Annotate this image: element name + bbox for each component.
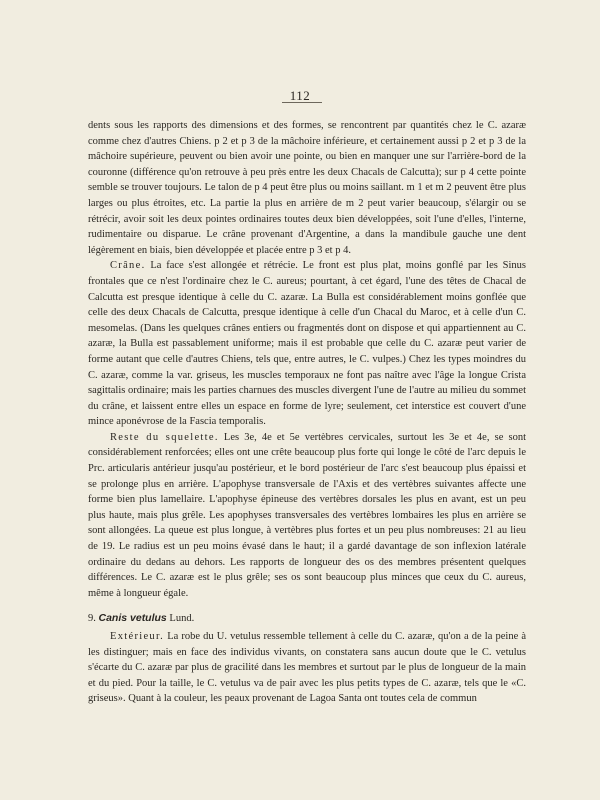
- paragraph-text: Les 3e, 4e et 5e vertèbres cervicales, surtout les 3e et 4e, se sont considérablement renforcées; elles ont une crête beaucoup plus forte qui longe le côté de l'arc depuis le Prc. articularis antérieur jusqu'au postérieur, et le bord postérieur de l'arc s'est beaucoup plus épaissi et se prolonge plus en arrière. L'apophyse transversale de l'Axis et des vertèbres suivantes affecte une forme bien plus lamellaire. L'apophyse épineuse des vertèbres dorsales les plus en avant, est un peu plus haute, mais plus grêle. Les apophyses transversales des vertèbres lombaires les plus en arrière se sont allongées. La queue est plus longue, à vertèbres plus fortes et un peu plus nombreuses: 21 au lieu de 19. Le radius est un peu moins évasé dans le haut; il a gardé davantage de son inflexion latérale ordinaire du dedans au dehors. Les rapports de longueur des os des membres présentent quelques différences. Le C. azaræ est le plus grêle; ses os sont beaucoup plus minces que ceux du C. aureus, même à longueur égale.: [88, 431, 526, 599]
- paragraph-lead: Reste du squelette.: [110, 431, 219, 443]
- paragraph-lead: Extérieur.: [110, 631, 165, 642]
- paragraph-squelette: [88, 430, 526, 602]
- paragraph-text: dents sous les rapports des dimensions et des formes, se rencontrent par quantités chez le C. azaræ comme chez d'autres Chiens. p 2 et p 3 de la mâchoire inférieure, et certainement aussi p 2 et p 3 de la mâchoire supérieure, peuvent ou bien avoir une pointe, ou bien en manquer une sur l'arrière-bord de la couronne (différence qu'on retrouve à peu près entre les deux Chacals de Calcutta); sur p 4 cette pointe semble se trouver toujours. Le talon de p 4 peut être plus ou moins saillant. m 1 et m 2 peuvent être plus larges ou plus étroites, etc. La partie la plus en arrière de m 2 peut varier beaucoup, s'élargir ou se rétrécir, avoir soit les deux pointes ordinaires toutes deux bien développées, soit l'une d'elles, l'interne, rudimentaire ou disparue. Le crâne provenant d'Argentine, a dans la mandibule gauche une dent légèrement en biais, bien développée et placée entre p 3 et p 4.: [88, 120, 526, 256]
- species-heading: [88, 611, 526, 627]
- species-number: 9.: [88, 613, 96, 625]
- species-author: Lund.: [169, 613, 195, 625]
- paragraph-crane: [88, 258, 526, 430]
- paragraph-text: La face s'est allongée et rétrécie. Le front est plus plat, moins gonflé par les Sinus frontales que ce n'est l'ordinaire chez le C. aureus; pourtant, à cet égard, l'une des têtes de Chacal de Calcutta est presque identique à celle du C. azaræ. La Bulla est considérablement moins gonflée que celle des deux Chacals de Calcutta, presque identique à celle d'un Chacal du Maroc, et à celle d'un C. mesomelas. (Dans les quelques crânes entiers ou fragmentés dont on dispose et qui appartiennent au C. azaræ, la Bulla est passablement uniforme; mais il est probable que celle du C. azaræ peut varier de forme autant que celle d'autres Chiens, tels que, entre autres, le C. vulpes.) Chez les types moindres du C. azaræ, comme la var. griseus, les muscles temporaux ne font pas naître avec l'âge la longue Crista sagittalis ordinaire; mais les parties charnues des muscles divergent l'une de l'autre au milieu du sommet du crâne, et laissent entre elles un espace en forme de lyre; seulement, cet interstice est couvert d'une mince aponévrose de la Fascia temporalis.: [88, 260, 526, 428]
- paragraph-continuation: [88, 118, 526, 258]
- paragraph-lead: Crâne.: [110, 260, 146, 272]
- body-text: [88, 118, 526, 707]
- header-rule: [282, 102, 322, 103]
- species-name: Canis vetulus: [98, 612, 167, 625]
- paragraph-text: La robe du U. vetulus ressemble tellement à celle du C. azaræ, qu'on a de la peine à les distinguer; mais en face des individus vivants, on constatera sans aucun doute que le C. vetulus s'écarte du C. azaræ par plus de gracilité dans les membres et surtout par le plus de longueur de la main et du pied. Pour la taille, le C. vetulus va de pair avec les plus petits types de C. azaræ, tels que le «C. griseus». Quant à la couleur, les peaux provenant de Lagoa Santa ont toutes cela de commun: [88, 631, 526, 705]
- paragraph-exterieur: [88, 629, 526, 707]
- page-number: 112: [289, 88, 311, 103]
